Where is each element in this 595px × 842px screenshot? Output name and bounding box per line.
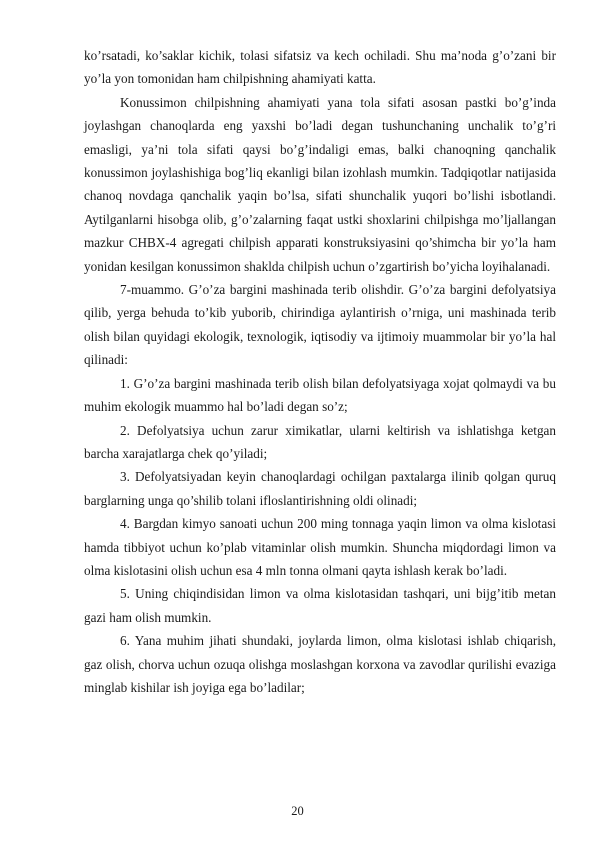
page-number: 20 (291, 804, 304, 818)
paragraph-continuation: ko’rsatadi, ko’saklar kichik, tolasi sifatsiz va kech ochiladi. Shu ma’noda g’o’zani bir yo’la yon tomonidan ham chilpishning ahamiyati katta. (84, 48, 556, 87)
paragraph-konussimon-chilpish: Konussimon chilpishning ahamiyati yana tola sifati asosan pastki bo’g’inda joylashgan chanoqlarda eng yaxshi bo’ladi degan tushunchaning unchalik to’g’ri emasligi, ya’ni tola sifati qaysi bo’g’indaligi emas, balki chanoqning qanchalik konussimon joylashishiga bog’liq ekanligi bilan izohlash mumkin. Tadqiqotlar natijasida chanoq novdaga qanchalik yaqin bo’lsa, sifati shunchalik yuqori bo’lishi isbotlandi. Aytilganlarni hisobga olib, g’o’zalarning faqat ustki shoxlarini chilpishga mo’ljallangan mazkur CHBX-4 agregati chilpish apparati konstruksiyasini qo’shimcha bir yo’la ham yonidan kesilgan konussimon shaklda chilpish uchun o’zgartirish bo’yicha loyihalanadi. (84, 94, 556, 274)
list-item-3: 3. Defolyatsiyadan keyin chanoqlardagi ochilgan paxtalarga ilinib qolgan quruq barglarning unga qo’shilib tolani ifloslantirishning oldi olinadi; (84, 469, 556, 508)
list-item-1: 1. G’o’za bargini mashinada terib olish bilan defolyatsiyaga xojat qolmaydi va bu muhim ekologik muammo hal bo’ladi degan so’z; (84, 375, 556, 415)
list-item-2: 2. Defolyatsiya uchun zarur ximikatlar, ularni keltirish va ishlatishga ketgan barcha xarajatlarga chek qo’yiladi; (84, 422, 556, 461)
paragraph-problem-7: 7-muammo. G’o’za bargini mashinada terib olishdir. G’o’za bargini defolyatsiya qilib, yerga behuda to’kib yuborib, chirindiga aylantirish o’rniga, uni mashinada terib olish bilan quyidagi ekologik, texnologik, iqtisodiy va ijtimoiy muammolar bir yo’la hal qilinadi: (84, 282, 556, 368)
list-item-6: 6. Yana muhim jihati shundaki, joylarda limon, olma kislotasi ishlab chiqarish, gaz olish, chorva uchun ozuqa olishga moslashgan korxona va zavodlar qurilishi evaziga minglab kishilar ish joyiga ega bo’ladilar; (84, 633, 556, 695)
page-body (84, 44, 556, 699)
list-item-4: 4. Bargdan kimyo sanoati uchun 200 ming tonnaga yaqin limon va olma kislotasi hamda tibbiyot uchun ko’plab vitaminlar olish mumkin. Shuncha miqdordagi limon va olma kislotasini olish uchun esa 4 mln tonna olmani qayta ishlash kerak bo’ladi. (84, 516, 556, 578)
list-item-5: 5. Uning chiqindisidan limon va olma kislotasidan tashqari, uni bijg’itib metan gazi ham olish mumkin. (84, 586, 556, 625)
